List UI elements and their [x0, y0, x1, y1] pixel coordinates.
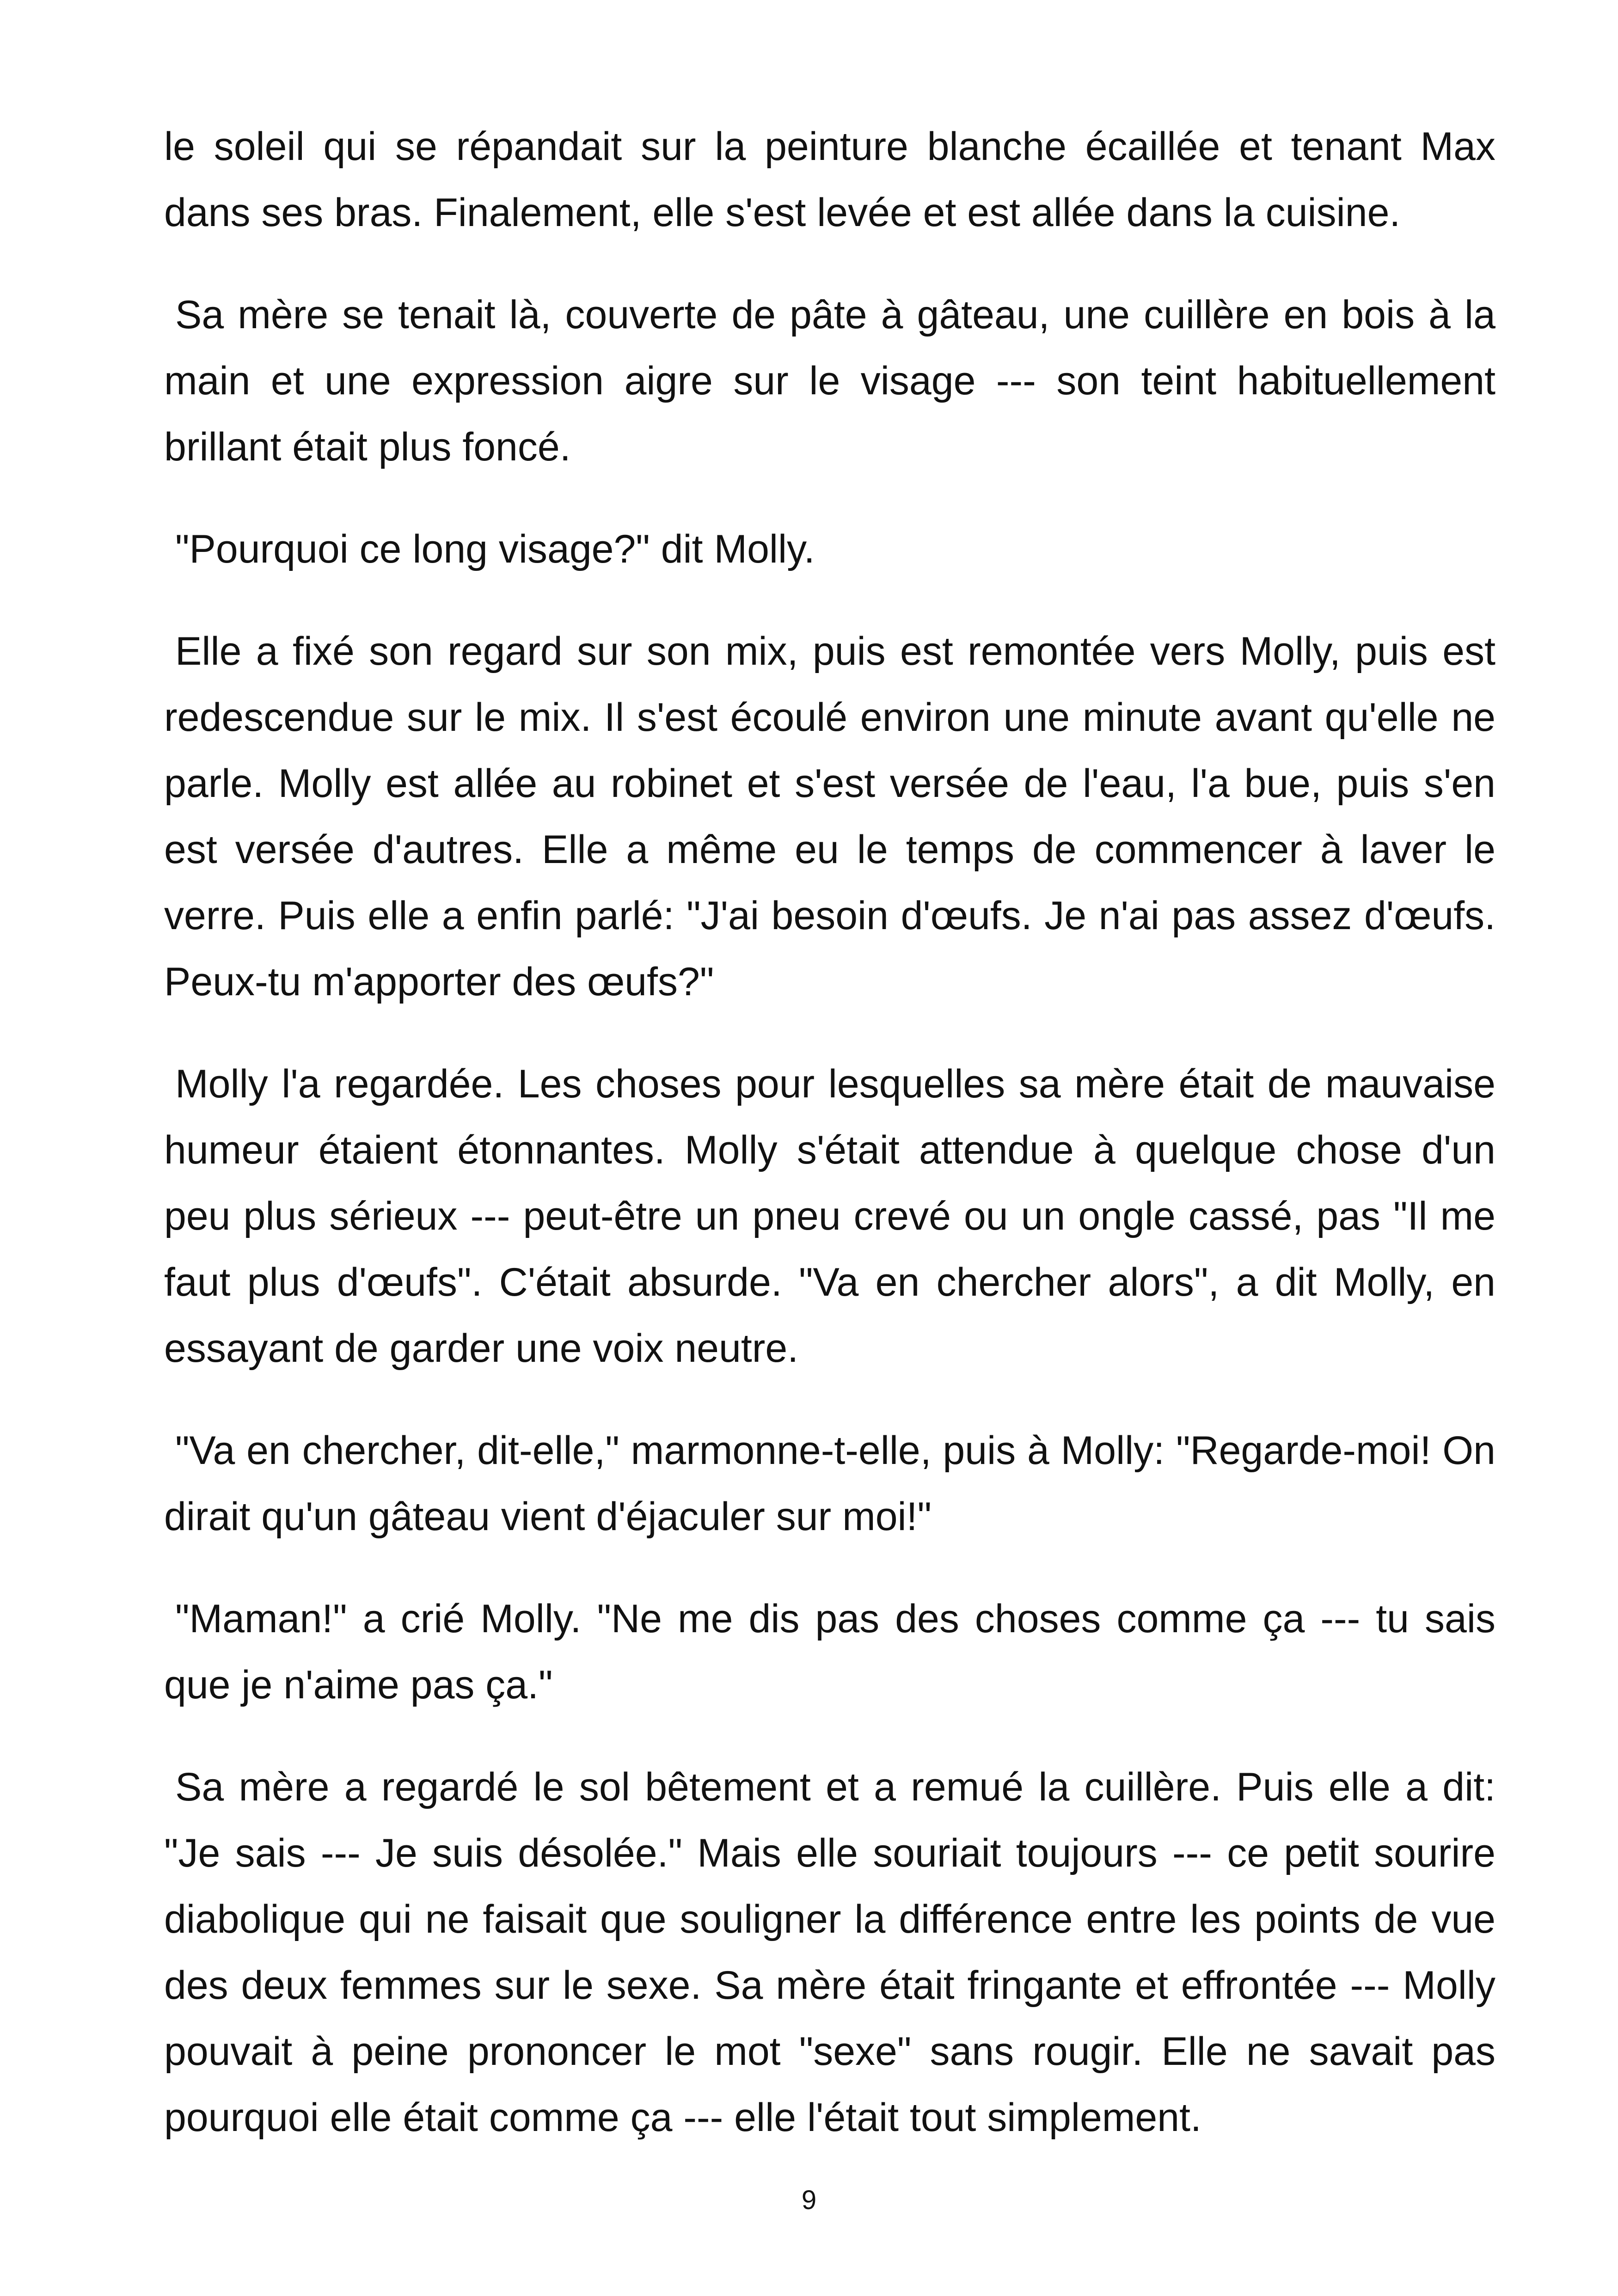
page-number: 9: [801, 2185, 817, 2215]
paragraph: "Pourquoi ce long visage?" dit Molly.: [175, 527, 815, 571]
paragraph: le soleil qui se répandait sur la peinture blanche écaillée et tenant Max dans ses bras. Finalement, elle s'est levée et est allée dans la cuisine.: [164, 124, 1495, 235]
paragraph: Sa mère se tenait là, couverte de pâte à gâteau, une cuillère en bois à la main et une expression aigre sur le visage --- son teint habituellement brillant était plus foncé.: [164, 293, 1495, 469]
paragraph: "Va en chercher, dit-elle," marmonne-t-elle, puis à Molly: "Regarde-moi! On dirait qu'un gâteau vient d'éjaculer sur moi!": [164, 1428, 1495, 1539]
paragraph: "Maman!" a crié Molly. "Ne me dis pas des choses comme ça --- tu sais que je n'aime pas ça.": [164, 1597, 1495, 1707]
paragraph: Sa mère a regardé le sol bêtement et a remué la cuillère. Puis elle a dit: "Je sais --- Je suis désolée." Mais elle souriait toujours --- ce petit sourire diabolique qui ne faisait que souligner la différence entre les points de vue des deux femmes sur le sexe. Sa mère était fringante et effrontée --- Molly pouvait à peine prononcer le mot "sexe" sans rougir. Elle ne savait pas pourquoi elle était comme ça --- elle l'était tout simplement.: [164, 1765, 1495, 2140]
page-body: [164, 114, 1495, 2151]
paragraph: Molly l'a regardée. Les choses pour lesquelles sa mère était de mauvaise humeur étaient étonnantes. Molly s'était attendue à quelque chose d'un peu plus sérieux --- peut-être un pneu crevé ou un ongle cassé, pas "Il me faut plus d'œufs". C'était absurde. "Va en chercher alors", a dit Molly, en essayant de garder une voix neutre.: [164, 1062, 1495, 1371]
paragraph: Elle a fixé son regard sur son mix, puis est remontée vers Molly, puis est redescendue sur le mix. Il s'est écoulé environ une minute avant qu'elle ne parle. Molly est allée au robinet et s'est versée de l'eau, l'a bue, puis s'en est versée d'autres. Elle a même eu le temps de commencer à laver le verre. Puis elle a enfin parlé: "J'ai besoin d'œufs. Je n'ai pas assez d'œufs. Peux-tu m'apporter des œufs?": [164, 629, 1495, 1004]
